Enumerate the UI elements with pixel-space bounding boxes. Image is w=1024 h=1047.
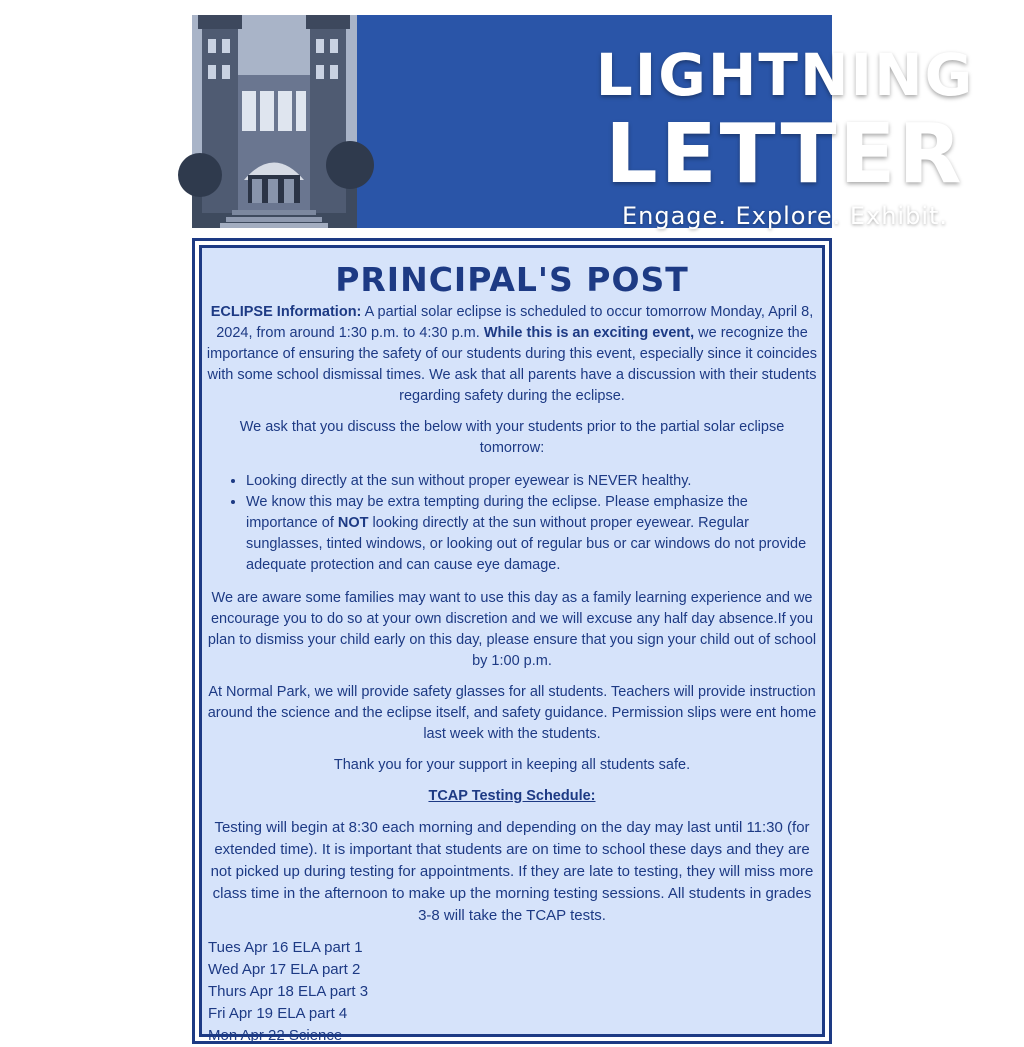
principal-post-title: PRINCIPAL'S POST (335, 260, 689, 299)
eclipse-info-text-2: we recognize the importance of ensuring the safety of our students during this event, especially since it coincides with some school dismissal times. We ask that all parents have a discussion with their students regarding safety during the eclipse. (206, 325, 818, 404)
banner-tagline: Engage. Explore. Exhibit. (621, 202, 949, 230)
schedule-row: Mon Apr 22 Science (208, 1027, 343, 1044)
banner-title-lightning: LIGHTNING (595, 41, 975, 109)
normal-park-paragraph: At Normal Park, we will provide safety glasses for all students. Teachers will provide instruction around the science and the eclipse itself, and safety guidance. Permission slips were ent home last week with the students. (207, 684, 817, 742)
list-item: • Looking directly at the sun without proper eyewear is NEVER healthy. (246, 471, 818, 492)
families-paragraph: We are aware some families may want to use this day as a family learning experience and we encourage you to do so at your own discretion and we will excuse any half day absence.If you plan to dismiss your child early on this day, please ensure that you sign your child out of school by 1:00 p.m. (207, 590, 817, 669)
list-item (246, 492, 818, 576)
tcap-schedule-list (206, 937, 818, 1047)
schedule-row: Tues Apr 16 ELA part 1 (208, 939, 363, 956)
schedule-row: Fri Apr 19 ELA part 4 (208, 1005, 348, 1022)
bullet-2-not: NOT (337, 515, 369, 531)
bullet-2-text-a: We know this may be extra tempting during the eclipse. Please emphasize the importance of (246, 494, 748, 531)
eclipse-info-bold: While this is an exciting event, (483, 325, 695, 341)
schedule-row: Wed Apr 17 ELA part 2 (208, 961, 361, 978)
discuss-intro: We ask that you discuss the below with your students prior to the partial solar eclipse tomorrow: (239, 419, 785, 456)
school-building-photo (192, 15, 357, 228)
thanks-paragraph: Thank you for your support in keeping all students safe. (333, 757, 691, 773)
tcap-heading: TCAP Testing Schedule: (428, 788, 596, 804)
schedule-row: Thurs Apr 18 ELA part 3 (208, 983, 369, 1000)
eclipse-info-text-1: A partial solar eclipse is scheduled to occur tomorrow Monday, April 8, 2024, from around 1:30 p.m. to 4:30 p.m. (216, 304, 814, 341)
newsletter-banner (192, 15, 975, 230)
bullet-2-text-b: looking directly at the sun without proper eyewear. Regular sunglasses, tinted windows, or looking out of regular bus or car windows do not provide adequate protection and can cause eye damage. (246, 515, 807, 573)
principal-post-box (192, 238, 832, 1044)
banner-title-letter: LETTER (605, 107, 965, 202)
eclipse-info-paragraph (206, 302, 818, 407)
eclipse-safety-list (206, 471, 818, 576)
tcap-paragraph: Testing will begin at 8:30 each morning and depending on the day may last until 11:30 (for extended time). It is important that students are on time to school these days and they are not picked up during testing for appointments. If they are late to testing, they will miss more class time in the afternoon to make up the morning testing sessions. All students in grades 3-8 will take the TCAP tests. (210, 819, 814, 924)
eclipse-info-label: ECLIPSE Information: (210, 304, 362, 320)
principal-post-content (199, 245, 825, 1044)
